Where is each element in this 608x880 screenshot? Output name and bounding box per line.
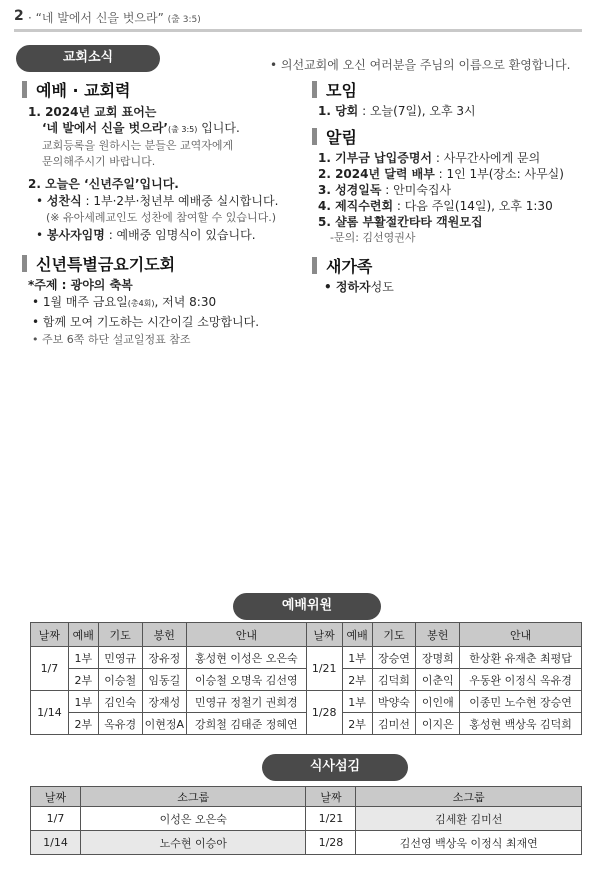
meeting-item bbox=[312, 103, 602, 119]
group-cell: 김세환 김미선 bbox=[356, 807, 582, 831]
table-row bbox=[31, 713, 582, 735]
offering-cell: 이인애 bbox=[416, 691, 460, 713]
notice-label: 3. 성경일독 bbox=[318, 183, 382, 197]
guide-cell: 홍성현 백상욱 김덕희 bbox=[460, 713, 582, 735]
guide-cell: 한상환 유재춘 최평답 bbox=[460, 647, 582, 669]
meeting-text: : 오늘(7일), 오후 3시 bbox=[358, 104, 476, 118]
header-rule bbox=[14, 29, 582, 32]
page-number: 2 bbox=[14, 8, 24, 24]
motto-text: ‘네 발에서 신을 벗으라’ bbox=[42, 121, 168, 135]
offering-cell: 이지은 bbox=[416, 713, 460, 735]
col-header: 날짜 bbox=[306, 787, 356, 807]
col-header: 봉헌 bbox=[416, 623, 460, 647]
date-cell: 1/7 bbox=[31, 807, 81, 831]
section-title: 모임 bbox=[326, 80, 357, 100]
communion-text: : 1부·2부·청년부 예배중 실시합니다. bbox=[81, 194, 279, 208]
service-cell: 2부 bbox=[68, 669, 98, 691]
servants-text: : 예배중 임명식이 있습니다. bbox=[104, 228, 256, 242]
prayer-bullet-3: • 주보 6쪽 하단 설교일정표 참조 bbox=[32, 333, 191, 346]
prayer-cell: 옥유경 bbox=[98, 713, 142, 735]
prayer-cell: 김인숙 bbox=[98, 691, 142, 713]
page-title bbox=[28, 9, 201, 26]
service-cell: 2부 bbox=[342, 713, 372, 735]
service-cell: 1부 bbox=[68, 691, 98, 713]
page-title-text: · “네 발에서 신을 벗으라” bbox=[28, 11, 164, 25]
servants-label: 봉사자임명 bbox=[46, 228, 105, 242]
offering-cell: 장유정 bbox=[142, 647, 186, 669]
motto-tail: 입니다. bbox=[197, 121, 240, 135]
section-new-family bbox=[312, 254, 602, 276]
left-column bbox=[22, 78, 302, 349]
motto-sub-2: 문의해주시기 바랍니다. bbox=[42, 155, 156, 168]
service-cell: 1부 bbox=[342, 647, 372, 669]
col-header: 소그룹 bbox=[80, 787, 306, 807]
service-cell: 2부 bbox=[68, 713, 98, 735]
prayer-cell: 민영규 bbox=[98, 647, 142, 669]
section-friday-prayer bbox=[22, 252, 302, 274]
new-family-item bbox=[312, 279, 602, 295]
new-family-title: 성도 bbox=[370, 280, 394, 294]
notice-label: 5. 샬롬 부활절칸타타 객원모집 bbox=[318, 215, 483, 229]
prayer-cell: 김덕희 bbox=[372, 669, 416, 691]
group-cell: 김선영 백상욱 이정식 최재연 bbox=[356, 831, 582, 855]
right-column bbox=[312, 78, 602, 295]
date-cell: 1/7 bbox=[31, 647, 69, 691]
meeting-label: 1. 당회 bbox=[318, 104, 359, 118]
item-motto-lead: 1. 2024년 교회 표어는 bbox=[28, 105, 157, 119]
offering-cell: 임동길 bbox=[142, 669, 186, 691]
offering-cell: 이춘익 bbox=[416, 669, 460, 691]
prayer-cell: 이승철 bbox=[98, 669, 142, 691]
worship-table bbox=[30, 622, 582, 735]
guide-cell: 이종민 노수현 장승연 bbox=[460, 691, 582, 713]
guide-cell: 강희철 김태준 정혜연 bbox=[187, 713, 307, 735]
prayer-cell: 김미선 bbox=[372, 713, 416, 735]
meal-header-row bbox=[31, 787, 582, 807]
section-bar bbox=[312, 128, 317, 145]
col-header: 날짜 bbox=[306, 623, 342, 647]
col-header: 기도 bbox=[372, 623, 416, 647]
date-cell: 1/28 bbox=[306, 691, 342, 735]
notice-text: : 사무간사에게 문의 bbox=[432, 151, 541, 165]
guide-cell: 우동완 이정식 옥유경 bbox=[460, 669, 582, 691]
date-cell: 1/21 bbox=[306, 807, 356, 831]
col-header: 소그룹 bbox=[356, 787, 582, 807]
section-bar bbox=[312, 81, 317, 98]
service-cell: 2부 bbox=[342, 669, 372, 691]
section-title: 신년특별금요기도회 bbox=[36, 254, 176, 274]
section-meeting bbox=[312, 78, 602, 100]
item-motto-line2 bbox=[28, 120, 302, 138]
notice-item bbox=[318, 214, 602, 230]
notice-label: 2. 2024년 달력 배부 bbox=[318, 167, 435, 181]
welcome-text: • 의선교회에 오신 여러분을 주님의 이름으로 환영합니다. bbox=[270, 58, 571, 72]
notice-label: 1. 기부금 납입증명서 bbox=[318, 151, 433, 165]
communion-label: 성찬식 bbox=[46, 194, 82, 208]
item-new-year-sunday bbox=[28, 176, 302, 192]
bullet-communion: • 성찬식 : 1부·2부·청년부 예배중 실시합니다. bbox=[36, 194, 279, 208]
offering-cell: 이현정A bbox=[142, 713, 186, 735]
motto-ref: (출 3:5) bbox=[167, 125, 198, 134]
section-title: 새가족 bbox=[326, 256, 373, 276]
notice-item bbox=[318, 150, 602, 166]
service-cell: 1부 bbox=[68, 647, 98, 669]
new-family-name: • 정하자 bbox=[324, 280, 371, 294]
prayer-bullet-1-tail: , 저녁 8:30 bbox=[154, 295, 217, 309]
notice-text: : 안미숙집사 bbox=[381, 183, 452, 197]
section-notices bbox=[312, 125, 602, 147]
col-header: 날짜 bbox=[31, 787, 81, 807]
worship-label: 예배위원 bbox=[233, 593, 381, 620]
service-cell: 1부 bbox=[342, 691, 372, 713]
group-cell: 노수현 이승아 bbox=[80, 831, 306, 855]
col-header: 예배 bbox=[68, 623, 98, 647]
group-cell: 이성은 오은숙 bbox=[80, 807, 306, 831]
bullet-servants: • 봉사자임명 : 예배중 임명식이 있습니다. bbox=[36, 228, 256, 242]
meal-table bbox=[30, 786, 582, 855]
col-header: 안내 bbox=[187, 623, 307, 647]
notice-label: 4. 제직수련회 bbox=[318, 199, 394, 213]
prayer-cell: 박양숙 bbox=[372, 691, 416, 713]
date-cell: 1/14 bbox=[31, 691, 69, 735]
page-title-ref: (출 3:5) bbox=[167, 15, 201, 25]
prayer-bullet-2: • 함께 모여 기도하는 시간이길 소망합니다. bbox=[32, 315, 260, 329]
notice-text: : 다음 주일(14일), 오후 1:30 bbox=[393, 199, 553, 213]
table-row bbox=[31, 807, 582, 831]
prayer-bullet-1 bbox=[28, 293, 302, 313]
new-year-lead: 2. 오늘은 ‘신년주일’입니다. bbox=[28, 177, 179, 191]
page-header bbox=[14, 5, 582, 33]
section-bar bbox=[22, 81, 27, 98]
col-header: 기도 bbox=[98, 623, 142, 647]
offering-cell: 장명희 bbox=[416, 647, 460, 669]
date-cell: 1/21 bbox=[306, 647, 342, 691]
prayer-bullet-1-ref: (총4회) bbox=[127, 299, 155, 308]
notice-item bbox=[318, 166, 602, 182]
prayer-theme bbox=[28, 277, 302, 293]
news-label: 교회소식 bbox=[16, 45, 160, 72]
col-header: 예배 bbox=[342, 623, 372, 647]
col-header: 날짜 bbox=[31, 623, 69, 647]
table-row bbox=[31, 691, 582, 713]
guide-cell: 홍성현 이성은 오은숙 bbox=[187, 647, 307, 669]
prayer-theme-text: *주제 : 광야의 축복 bbox=[28, 278, 133, 292]
section-worship-calendar bbox=[22, 78, 302, 100]
notice-sub: -문의: 김선영권사 bbox=[330, 231, 416, 244]
table-row bbox=[31, 831, 582, 855]
notice-item bbox=[318, 182, 602, 198]
col-header: 봉헌 bbox=[142, 623, 186, 647]
offering-cell: 장재성 bbox=[142, 691, 186, 713]
table-row bbox=[31, 647, 582, 669]
date-cell: 1/14 bbox=[31, 831, 81, 855]
section-bar bbox=[312, 257, 317, 274]
guide-cell: 이승철 오명욱 김선영 bbox=[187, 669, 307, 691]
table-row bbox=[31, 669, 582, 691]
item-motto bbox=[28, 104, 302, 120]
notice-text: : 1인 1부(장소: 사무실) bbox=[434, 167, 564, 181]
notice-item bbox=[318, 198, 602, 214]
prayer-bullet-1-text: • 1월 매주 금요일 bbox=[32, 295, 128, 309]
section-title: 예배 · 교회력 bbox=[36, 80, 131, 100]
meal-label: 식사섬김 bbox=[262, 754, 408, 781]
date-cell: 1/28 bbox=[306, 831, 356, 855]
motto-sub-1: 교회등록을 원하시는 분들은 교역자에게 bbox=[42, 139, 234, 152]
prayer-cell: 장승연 bbox=[372, 647, 416, 669]
section-title: 알림 bbox=[326, 127, 357, 147]
worship-header-row bbox=[31, 623, 582, 647]
section-bar bbox=[22, 255, 27, 272]
col-header: 안내 bbox=[460, 623, 582, 647]
communion-note: (※ 유아세례교인도 성찬에 참여할 수 있습니다.) bbox=[46, 211, 277, 224]
guide-cell: 민영규 정철기 권희경 bbox=[187, 691, 307, 713]
